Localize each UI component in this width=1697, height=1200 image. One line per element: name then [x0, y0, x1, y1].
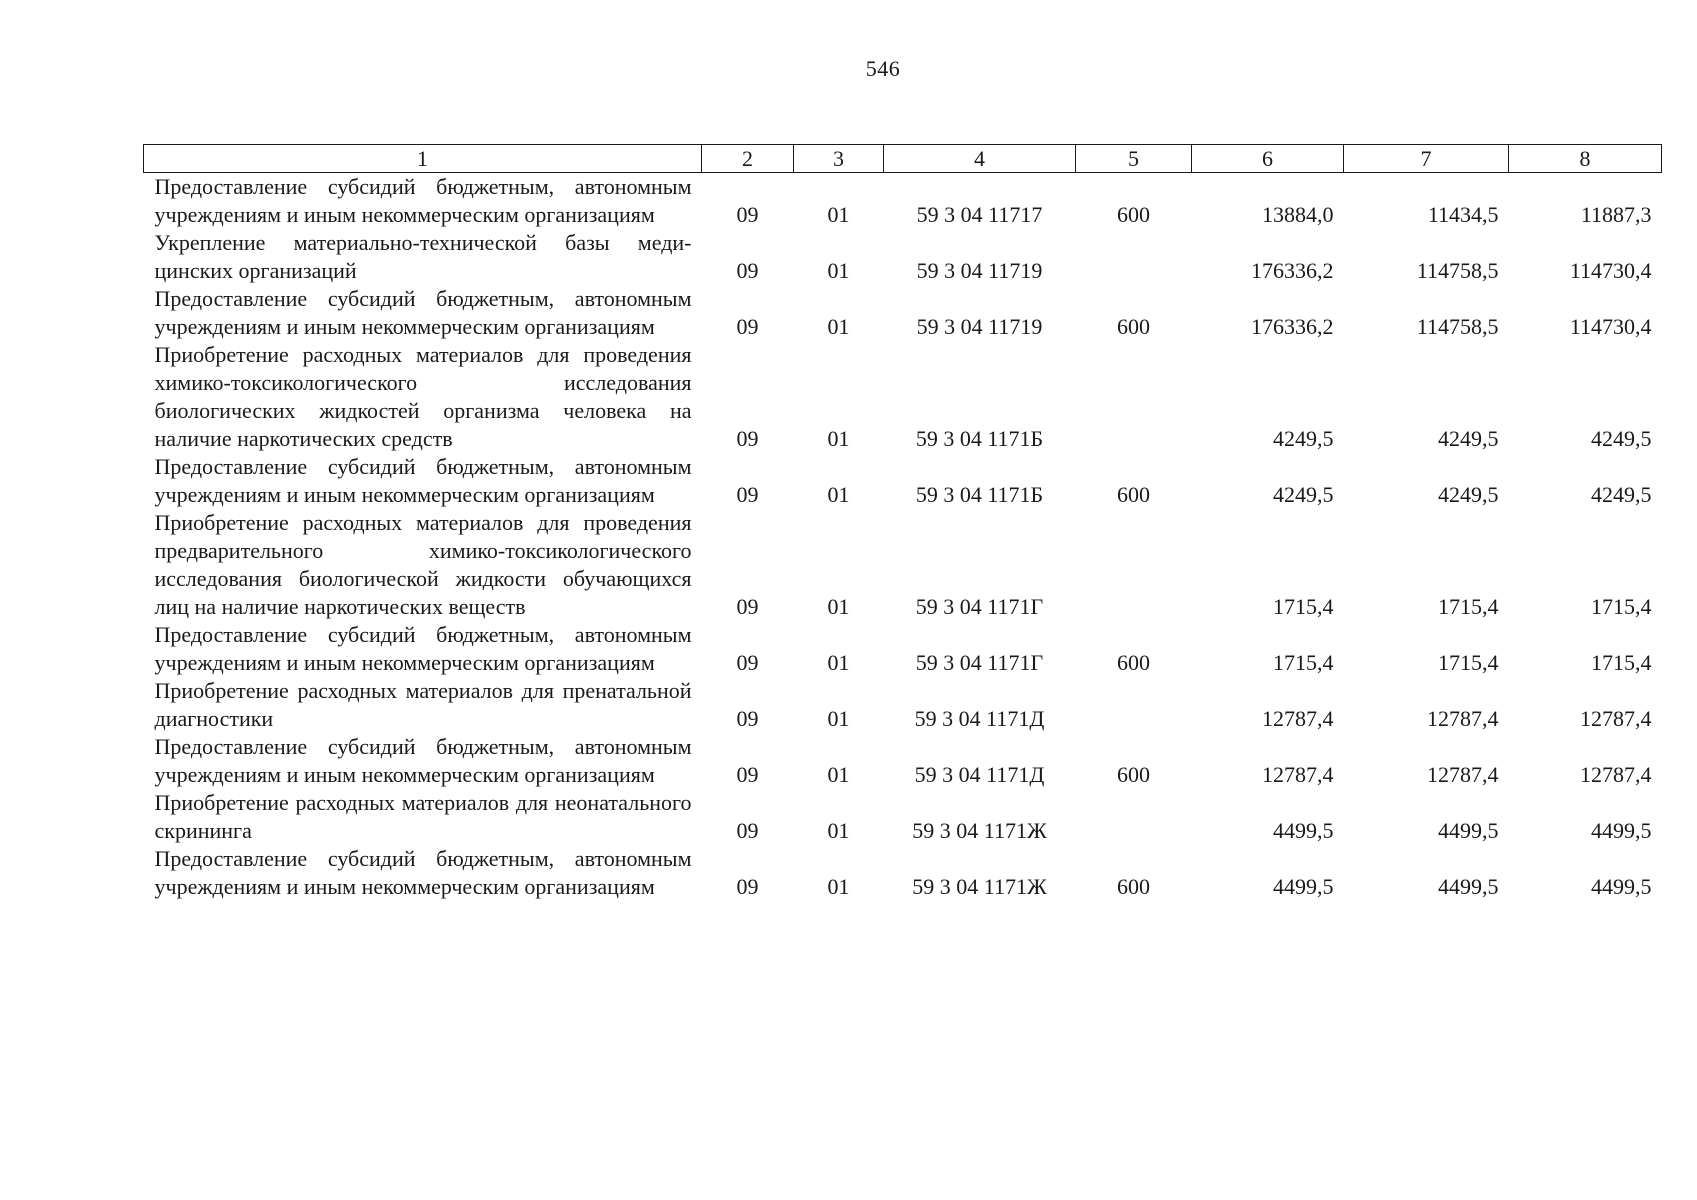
table-row [144, 173, 1662, 230]
expense-type-cell: 600 [1117, 874, 1150, 899]
header-cell-5: 5 [1076, 145, 1192, 173]
amount-col7-cell: 1715,4 [1438, 650, 1499, 675]
subsection-code-cell: 01 [827, 650, 850, 675]
amount-col6-cell: 13884,0 [1262, 202, 1334, 227]
section-code-cell: 09 [736, 706, 759, 731]
item-name-cell: Приобретение расходных материалов для пренатальной диагностики [154, 678, 692, 731]
expense-type-cell: 600 [1117, 482, 1150, 507]
target-article-cell: 59 3 04 1171Б [915, 482, 1044, 507]
section-code-cell: 09 [736, 650, 759, 675]
amount-col6-cell: 4249,5 [1273, 426, 1334, 451]
amount-col6-cell: 4499,5 [1273, 874, 1334, 899]
section-code-cell: 09 [736, 818, 759, 843]
item-name-cell: Приобретение расходных материалов для неонатального скрининга [154, 790, 692, 843]
subsection-code-cell: 01 [827, 482, 850, 507]
header-cell-8: 8 [1509, 145, 1662, 173]
header-cell-3: 3 [794, 145, 884, 173]
header-cell-4: 4 [884, 145, 1076, 173]
header-cell-7: 7 [1344, 145, 1509, 173]
amount-col7-cell: 4499,5 [1438, 874, 1499, 899]
expense-type-cell [1076, 789, 1192, 845]
amount-col8-cell: 114730,4 [1569, 258, 1652, 283]
amount-col7-cell: 4249,5 [1438, 482, 1499, 507]
item-name-cell: Предоставление субсидий бюджетным, автономным учреждениям и иным некоммерческим организациям [154, 454, 692, 507]
target-article-cell: 59 3 04 1171Д [914, 762, 1045, 787]
target-article-cell: 59 3 04 1171Ж [912, 818, 1047, 843]
amount-col6-cell: 1715,4 [1273, 594, 1334, 619]
section-code-cell: 09 [736, 426, 759, 451]
amount-col6-cell: 12787,4 [1262, 706, 1334, 731]
amount-col8-cell: 114730,4 [1569, 314, 1652, 339]
expense-type-cell [1076, 229, 1192, 285]
amount-col7-cell: 4499,5 [1438, 818, 1499, 843]
amount-col8-cell: 1715,4 [1591, 650, 1652, 675]
section-code-cell: 09 [736, 762, 759, 787]
table-row [144, 509, 1662, 621]
table-body [144, 173, 1662, 902]
item-name-cell: Приобретение расходных материалов для проведения химико-токсикологического исследования биологических жидкостей организма человека на наличие наркотических средств [154, 342, 692, 451]
expense-type-cell: 600 [1117, 202, 1150, 227]
item-name-cell: Предоставление субсидий бюджетным, автономным учреждениям и иным некоммерческим организациям [154, 286, 692, 339]
section-code-cell: 09 [736, 314, 759, 339]
subsection-code-cell: 01 [827, 874, 850, 899]
target-article-cell: 59 3 04 1171Г [915, 650, 1044, 675]
section-code-cell: 09 [736, 482, 759, 507]
table-row [144, 789, 1662, 845]
subsection-code-cell: 01 [827, 202, 850, 227]
amount-col6-cell: 4249,5 [1273, 482, 1334, 507]
subsection-code-cell: 01 [827, 818, 850, 843]
section-code-cell: 09 [736, 258, 759, 283]
table-row [144, 229, 1662, 285]
amount-col7-cell: 114758,5 [1416, 314, 1499, 339]
amount-col6-cell: 176336,2 [1251, 258, 1334, 283]
table-row [144, 285, 1662, 341]
amount-col6-cell: 12787,4 [1262, 762, 1334, 787]
section-code-cell: 09 [736, 202, 759, 227]
subsection-code-cell: 01 [827, 762, 850, 787]
target-article-cell: 59 3 04 1171Д [914, 706, 1045, 731]
amount-col7-cell: 114758,5 [1416, 258, 1499, 283]
target-article-cell: 59 3 04 1171Б [915, 426, 1044, 451]
section-code-cell: 09 [736, 594, 759, 619]
amount-col8-cell: 4249,5 [1591, 426, 1652, 451]
subsection-code-cell: 01 [827, 426, 850, 451]
item-name-cell: Предоставление субсидий бюджетным, автономным учреждениям и иным некоммерческим организациям [154, 846, 692, 899]
expense-type-cell [1076, 509, 1192, 621]
budget-table [143, 144, 1662, 901]
target-article-cell: 59 3 04 11719 [916, 258, 1043, 283]
amount-col8-cell: 11887,3 [1580, 202, 1652, 227]
amount-col7-cell: 12787,4 [1427, 762, 1499, 787]
table-row [144, 341, 1662, 453]
amount-col8-cell: 12787,4 [1580, 706, 1652, 731]
header-cell-6: 6 [1192, 145, 1344, 173]
target-article-cell: 59 3 04 1171Ж [912, 874, 1047, 899]
amount-col8-cell: 4249,5 [1591, 482, 1652, 507]
subsection-code-cell: 01 [827, 706, 850, 731]
section-code-cell: 09 [736, 874, 759, 899]
amount-col8-cell: 1715,4 [1591, 594, 1652, 619]
subsection-code-cell: 01 [827, 594, 850, 619]
subsection-code-cell: 01 [827, 314, 850, 339]
item-name-cell: Приобретение расходных материалов для проведения предварительного химико-токсикологического исследования биологической жидкости обучающихся лиц на наличие наркотических веществ [154, 510, 692, 619]
expense-type-cell: 600 [1117, 650, 1150, 675]
target-article-cell: 59 3 04 11717 [916, 202, 1043, 227]
table-row [144, 677, 1662, 733]
amount-col7-cell: 4249,5 [1438, 426, 1499, 451]
amount-col8-cell: 4499,5 [1591, 874, 1652, 899]
table-row [144, 845, 1662, 901]
table-row [144, 453, 1662, 509]
amount-col8-cell: 12787,4 [1580, 762, 1652, 787]
expense-type-cell [1076, 341, 1192, 453]
amount-col8-cell: 4499,5 [1591, 818, 1652, 843]
amount-col7-cell: 11434,5 [1427, 202, 1499, 227]
table-row [144, 733, 1662, 789]
expense-type-cell: 600 [1117, 762, 1150, 787]
header-cell-2: 2 [702, 145, 794, 173]
item-name-cell: Предоставление субсидий бюджетным, автономным учреждениям и иным некоммерческим организациям [154, 734, 692, 787]
target-article-cell: 59 3 04 1171Г [915, 594, 1044, 619]
amount-col7-cell: 1715,4 [1438, 594, 1499, 619]
item-name-cell: Укрепление материально-технической базы медицинских организаций [154, 230, 692, 283]
amount-col6-cell: 4499,5 [1273, 818, 1334, 843]
page-number: 546 [865, 56, 901, 81]
item-name-cell: Предоставление субсидий бюджетным, автономным учреждениям и иным некоммерческим организациям [154, 174, 692, 227]
target-article-cell: 59 3 04 11719 [916, 314, 1043, 339]
amount-col7-cell: 12787,4 [1427, 706, 1499, 731]
table-row [144, 621, 1662, 677]
expense-type-cell: 600 [1117, 314, 1150, 339]
subsection-code-cell: 01 [827, 258, 850, 283]
item-name-cell: Предоставление субсидий бюджетным, автономным учреждениям и иным некоммерческим организациям [154, 622, 692, 675]
header-cell-1: 1 [144, 145, 702, 173]
expense-type-cell [1076, 677, 1192, 733]
table-header-row [144, 145, 1662, 173]
amount-col6-cell: 1715,4 [1273, 650, 1334, 675]
amount-col6-cell: 176336,2 [1251, 314, 1334, 339]
